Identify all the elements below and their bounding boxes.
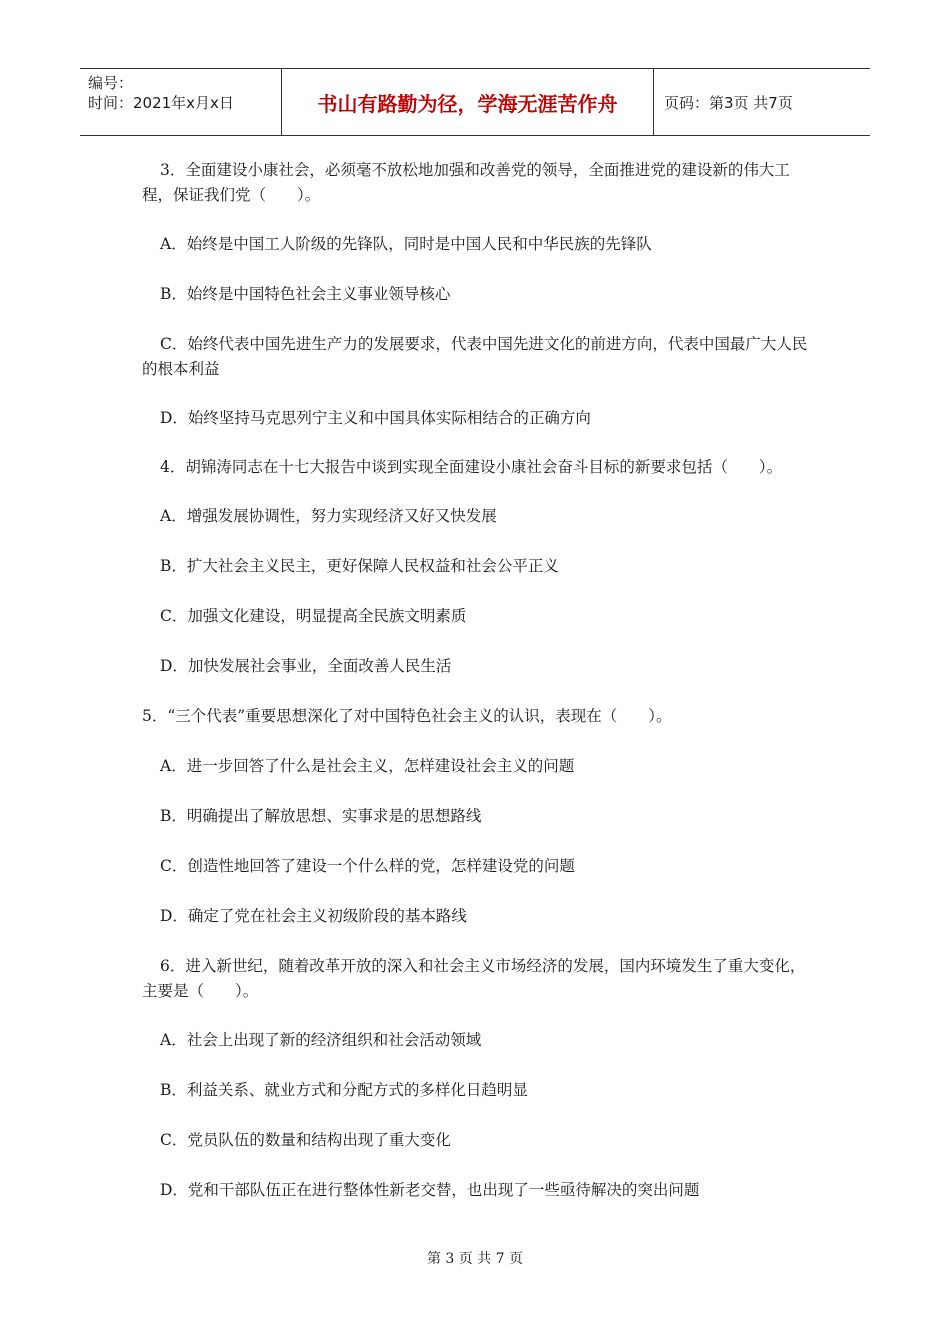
option: C．党员队伍的数量和结构出现了重大变化 — [160, 1131, 451, 1149]
option: C．始终代表中国先进生产力的发展要求，代表中国先进文化的前进方向，代表中国最广大人民的根本利益 — [142, 335, 808, 378]
option: D．加快发展社会事业，全面改善人民生活 — [160, 657, 452, 675]
option: A．增强发展协调性，努力实现经济又好又快发展 — [160, 507, 497, 525]
option: C．创造性地回答了建设一个什么样的党，怎样建设党的问题 — [160, 857, 575, 875]
option: B．利益关系、就业方式和分配方式的多样化日趋明显 — [160, 1081, 528, 1099]
page-header — [80, 68, 870, 136]
option: C．加强文化建设，明显提高全民族文明素质 — [160, 607, 467, 625]
option: B．始终是中国特色社会主义事业领导核心 — [160, 285, 451, 303]
option: D．确定了党在社会主义初级阶段的基本路线 — [160, 907, 467, 925]
option: A．进一步回答了什么是社会主义，怎样建设社会主义的问题 — [160, 757, 575, 775]
page-footer: 第 3 页 共 7 页 — [426, 1251, 524, 1267]
question-list — [142, 158, 814, 1203]
question-stem: 6．进入新世纪，随着改革开放的深入和社会主义市场经济的发展，国内环境发生了重大变化，主要是（ ）。 — [142, 957, 806, 1000]
header-motto: 书山有路勤为径，学海无涯苦作舟 — [282, 69, 654, 135]
header-meta — [80, 69, 282, 135]
header-page-info: 页码：第3页 共7页 — [664, 93, 793, 112]
option: D．党和干部队伍正在进行整体性新老交替，也出现了一些亟待解决的突出问题 — [160, 1181, 700, 1199]
option: A．社会上出现了新的经济组织和社会活动领域 — [160, 1031, 482, 1049]
question-stem: 5．“三个代表”重要思想深化了对中国特色社会主义的认识，表现在（ ）。 — [142, 707, 672, 725]
code-label: 编号： — [88, 74, 134, 92]
option: D．始终坚持马克思列宁主义和中国具体实际相结合的正确方向 — [160, 409, 591, 427]
option: B．扩大社会主义民主，更好保障人民权益和社会公平正义 — [160, 557, 559, 575]
option: A．始终是中国工人阶级的先锋队，同时是中国人民和中华民族的先锋队 — [160, 235, 652, 253]
question-stem: 4．胡锦涛同志在十七大报告中谈到实现全面建设小康社会奋斗目标的新要求包括（ ）。 — [160, 458, 783, 476]
time-label: 时间：2021年x月x日 — [88, 94, 234, 112]
question-stem: 3．全面建设小康社会，必须毫不放松地加强和改善党的领导，全面推进党的建设新的伟大工程，保证我们党（ ）。 — [142, 161, 790, 204]
option: B．明确提出了解放思想、实事求是的思想路线 — [160, 807, 482, 825]
